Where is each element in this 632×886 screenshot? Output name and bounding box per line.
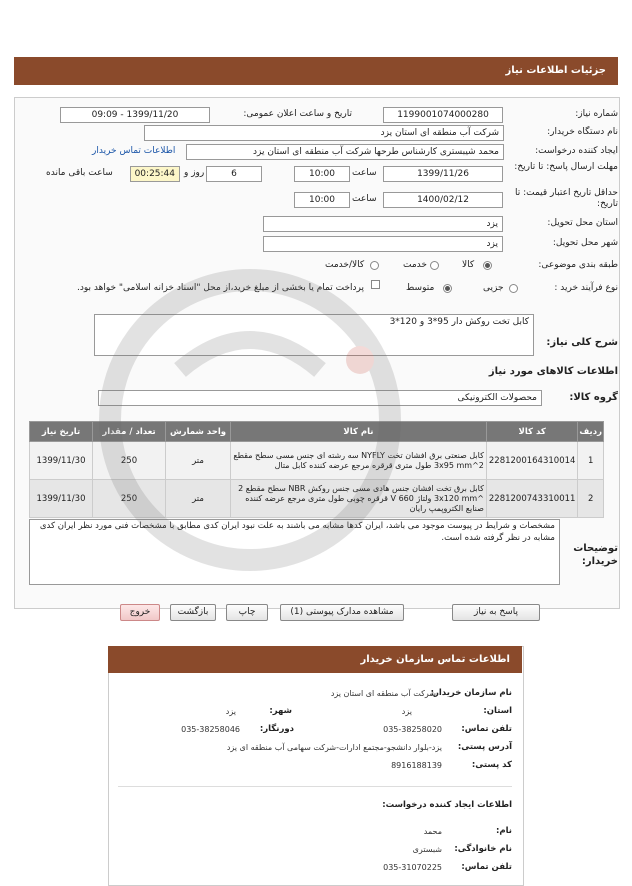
col-unit-header: واحد شمارش <box>166 422 231 442</box>
deadline-label: مهلت ارسال پاسخ: تا تاریخ: <box>514 162 618 172</box>
contact-city-value: یزد <box>225 707 236 716</box>
category-option-goods: کالا <box>462 260 475 270</box>
exit-button[interactable]: خروج <box>120 604 160 621</box>
cell-row: 2 <box>578 480 604 518</box>
creator-field[interactable]: محمد شیبستری کارشناس طرحها شرکت آب منطقه ای استان یزد <box>186 144 504 160</box>
remaining-label: ساعت باقی مانده <box>46 168 113 178</box>
province-label: استان محل تحویل: <box>547 218 618 228</box>
category-radio-goods[interactable] <box>483 261 492 270</box>
goods-group-field[interactable]: محصولات الکترونیکی <box>98 390 542 406</box>
days-field[interactable]: 6 <box>206 166 262 182</box>
cell-code: 2281200164310014 <box>486 442 578 480</box>
contact-province-label: استان: <box>483 706 512 716</box>
announce-field[interactable]: 1399/11/20 - 09:09 <box>60 107 210 123</box>
cell-unit: متر <box>166 442 231 480</box>
cell-row: 1 <box>578 442 604 480</box>
buyer-org-label: نام دستگاه خریدار: <box>547 127 618 137</box>
contact-postal-value: 8916188139 <box>391 761 442 770</box>
col-row-header: ردیف <box>578 422 604 442</box>
reply-button[interactable]: پاسخ به نیاز <box>452 604 540 621</box>
summary-field[interactable]: کابل تخت روکش دار 95*3 و 120*3 <box>94 314 534 356</box>
buyer-contact-link[interactable]: اطلاعات تماس خریدار <box>92 146 176 156</box>
category-radio-both[interactable] <box>370 261 379 270</box>
page-header <box>14 57 618 85</box>
creator-family-value: شبستری <box>412 845 442 854</box>
contact-postal-label: کد پستی: <box>471 760 512 770</box>
contact-address-value: یزد-بلوار دانشجو-مجتمع ادارات-شرکت سهامی آب منطقه ای یزد <box>226 743 442 752</box>
contact-fax-label: دورنگار: <box>259 724 294 734</box>
process-radio-minor[interactable] <box>509 284 518 293</box>
announce-label: تاریخ و ساعت اعلان عمومی: <box>243 109 352 119</box>
notes-field[interactable]: مشخصات و شرایط در پیوست موجود می باشد، ایران کدها مشابه می باشند به علت نبود ایران کدی مطابق با مشخصات فنی مورد نظر ایران کدی مشابه در نظر گرفته شده است. <box>29 519 560 585</box>
contact-phone-value: 035-38258020 <box>383 725 442 734</box>
table-header-row <box>30 422 604 442</box>
cell-date: 1399/11/30 <box>30 480 93 518</box>
contact-fax-value: 035-38258046 <box>181 725 240 734</box>
category-label: طبقه بندی موضوعی: <box>538 260 618 270</box>
page-title: جزئیات اطلاعات نیاز <box>505 65 606 76</box>
print-button[interactable]: چاپ <box>226 604 268 621</box>
process-option-minor: جزیی <box>483 283 504 293</box>
cell-qty: 250 <box>93 442 166 480</box>
buyer-org-field[interactable]: شرکت آب منطقه ای استان یزد <box>144 125 504 141</box>
cell-qty: 250 <box>93 480 166 518</box>
goods-table <box>29 421 604 518</box>
col-date-header: تاریخ نیاز <box>30 422 93 442</box>
deadline-time-label: ساعت <box>352 168 377 178</box>
cell-name: کابل برق تخت افشان جنس هادی مسی جنس روکش NBR سطح مقطع 2 ^3x120 mm ولتاژ 660 V قرقره چوبی طول متری مرجع عرضه کننده صنایع الکتروپمپ رایان <box>231 480 487 518</box>
summary-label: شرح کلی نیاز: <box>546 337 618 348</box>
creator-name-value: محمد <box>423 827 442 836</box>
process-radio-medium[interactable] <box>443 284 452 293</box>
notes-label: توضیحات خریدار: <box>573 543 618 567</box>
contact-header <box>108 646 522 673</box>
validity-label: حداقل تاریخ اعتبار قیمت: تا تاریخ: <box>515 188 618 209</box>
table-row[interactable] <box>30 480 604 518</box>
process-label: نوع فرآیند خرید : <box>554 283 618 293</box>
contact-province-value: یزد <box>401 707 412 716</box>
category-option-both: کالا/خدمت <box>325 260 365 270</box>
contact-address-label: آدرس پستی: <box>457 742 512 752</box>
contact-divider <box>118 786 512 787</box>
goods-info-title: اطلاعات کالاهای مورد نیاز <box>488 366 618 377</box>
creator-info-title: اطلاعات ایجاد کننده درخواست: <box>382 800 512 810</box>
contact-org-label: نام سازمان خریدار: <box>430 688 512 698</box>
category-option-service: خدمت <box>403 260 427 270</box>
days-label: روز و <box>184 168 205 178</box>
deadline-date-field[interactable]: 1399/11/26 <box>383 166 503 182</box>
process-option-medium: متوسط <box>406 283 435 293</box>
cell-unit: متر <box>166 480 231 518</box>
contact-phone-label: تلفن تماس: <box>461 724 512 734</box>
col-name-header: نام کالا <box>231 422 487 442</box>
cell-code: 2281200743310011 <box>486 480 578 518</box>
validity-time-field[interactable]: 10:00 <box>294 192 350 208</box>
cell-date: 1399/11/30 <box>30 442 93 480</box>
need-number-label: شماره نیاز: <box>575 109 618 119</box>
contact-org-value: شرکت آب منطقه ای استان یزد <box>330 689 436 698</box>
treasury-checkbox[interactable] <box>371 280 380 289</box>
creator-phone-label: تلفن تماس: <box>461 862 512 872</box>
remaining-time-field: 00:25:44 <box>130 166 180 182</box>
cell-name: کابل صنعتی برق افشان تخت NYFLY سه رشته ای جنس مسی سطح مقطع 3x95 mm^2 طول متری قرقره مرجع عرضه کننده کابل متال <box>231 442 487 480</box>
table-row[interactable] <box>30 442 604 480</box>
deadline-time-field[interactable]: 10:00 <box>294 166 350 182</box>
creator-phone-value: 035-31070225 <box>383 863 442 872</box>
back-button[interactable]: بازگشت <box>170 604 216 621</box>
creator-family-label: نام خانوادگی: <box>454 844 512 854</box>
col-qty-header: تعداد / مقدار <box>93 422 166 442</box>
contact-title: اطلاعات تماس سازمان خریدار <box>360 654 510 665</box>
attachments-button[interactable]: مشاهده مدارک پیوستی (1) <box>280 604 404 621</box>
goods-group-label: گروه کالا: <box>569 392 618 403</box>
city-label: شهر محل تحویل: <box>552 238 618 248</box>
province-field[interactable]: یزد <box>263 216 503 232</box>
category-radio-service[interactable] <box>430 261 439 270</box>
process-note: پرداخت تمام یا بخشی از مبلغ خرید،از محل "اسناد خزانه اسلامی" خواهد بود. <box>76 283 364 293</box>
need-number-field[interactable]: 1199001074000280 <box>383 107 503 123</box>
city-field[interactable]: یزد <box>263 236 503 252</box>
creator-label: ایجاد کننده درخواست: <box>535 146 618 156</box>
validity-date-field[interactable]: 1400/02/12 <box>383 192 503 208</box>
col-code-header: کد کالا <box>486 422 578 442</box>
contact-city-label: شهر: <box>269 706 292 716</box>
validity-time-label: ساعت <box>352 194 377 204</box>
creator-name-label: نام: <box>495 826 512 836</box>
